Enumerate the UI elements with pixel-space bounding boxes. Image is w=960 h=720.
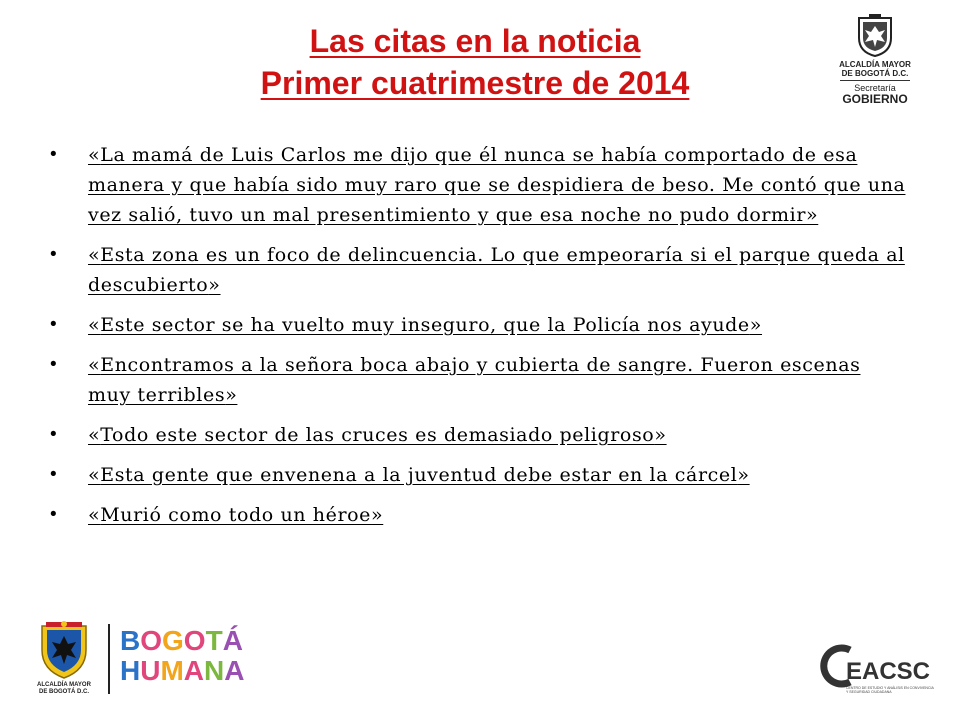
ceacsc-subtitle: CENTRO DE ESTUDIO Y ANÁLISIS EN CONVIVENCIA Y SEGURIDAD CIUDADANA xyxy=(846,686,934,694)
slide-title xyxy=(150,20,800,104)
crest-caption-line-2: DE BOGOTÁ D.C. xyxy=(38,689,89,695)
bogota-wordmark: BOGOTÁ xyxy=(120,625,243,656)
quote-text xyxy=(88,504,383,526)
quote-close-mark: » xyxy=(208,274,221,296)
quotes-list xyxy=(48,140,908,540)
quote-item xyxy=(48,140,908,230)
quote-open-mark: « xyxy=(88,144,101,166)
title-line-2: Primer cuatrimestre de 2014 xyxy=(260,65,690,101)
quote-body: Esta zona es un foco de delincuencia. Lo que empeoraría si el parque queda al descubierto xyxy=(88,244,905,296)
logo-top-line-4: GOBIERNO xyxy=(842,92,908,106)
logo-top-divider xyxy=(840,80,910,81)
alcaldia-crest-icon xyxy=(34,620,94,680)
bullet-icon: • xyxy=(50,464,58,485)
quote-close-mark: » xyxy=(749,314,763,336)
quote-open-mark: « xyxy=(88,504,101,526)
crest-caption xyxy=(26,682,102,696)
quote-close-mark: » xyxy=(737,464,750,486)
quote-text xyxy=(88,244,905,296)
humana-wordmark: HUMANA xyxy=(120,655,245,686)
quote-text xyxy=(88,424,667,446)
quote-body: Murió como todo un héroe xyxy=(100,504,372,526)
quote-item xyxy=(48,240,908,300)
bogota-humana-logo-group xyxy=(26,620,286,700)
quote-text xyxy=(88,314,762,336)
quote-body: Encontramos a la señora boca abajo y cubierta de sangre. Fueron escenas muy terribles xyxy=(88,354,861,406)
quote-open-mark: « xyxy=(88,314,101,336)
quote-item xyxy=(48,350,908,410)
quote-open-mark: « xyxy=(88,244,101,266)
quote-item xyxy=(48,460,908,490)
logo-top-line-2: DE BOGOTÁ D.C. xyxy=(841,69,909,78)
quote-text xyxy=(88,354,860,406)
ceacsc-wordmark: EACSC xyxy=(846,658,931,685)
quote-body: Este sector se ha vuelto muy inseguro, que la Policía nos ayude xyxy=(100,314,750,336)
bullet-icon: • xyxy=(50,144,58,165)
quote-body: La mamá de Luis Carlos me dijo que él nunca se había comportado de esa manera y que había sido muy raro que se despidiera de beso. Me contó que una vez salió, tuvo un mal presentimiento y que esa noche no pudo dormir xyxy=(88,144,906,226)
quote-open-mark: « xyxy=(88,464,101,486)
quote-close-mark: » xyxy=(806,204,819,226)
bullet-icon: • xyxy=(50,244,58,265)
title-line-1: Las citas en la noticia xyxy=(309,23,641,59)
quote-item xyxy=(48,500,908,530)
bogota-crest-icon xyxy=(855,14,895,58)
logo-divider xyxy=(108,624,110,694)
quote-item xyxy=(48,310,908,340)
quote-body: Todo este sector de las cruces es demasiado peligroso xyxy=(100,424,655,446)
quote-close-mark: » xyxy=(371,504,384,526)
crest-caption-line-1: ALCALDÍA MAYOR xyxy=(37,682,91,688)
logo-top-line-3: Secretaría xyxy=(854,83,896,93)
bogota-humana-wordmark xyxy=(120,626,245,686)
bullet-icon: • xyxy=(50,354,58,375)
ceacsc-logo xyxy=(816,640,936,700)
logo-top-line-1: ALCALDÍA MAYOR xyxy=(839,60,911,69)
alcaldia-gobierno-logo xyxy=(820,14,930,110)
bullet-icon: • xyxy=(50,424,58,445)
bullet-icon: • xyxy=(50,504,58,525)
quote-close-mark: » xyxy=(225,384,238,406)
quote-open-mark: « xyxy=(88,354,101,376)
quote-item xyxy=(48,420,908,450)
quote-open-mark: « xyxy=(88,424,101,446)
quote-close-mark: » xyxy=(654,424,667,446)
quote-body: Esta gente que envenena a la juventud debe estar en la cárcel xyxy=(100,464,738,486)
bullet-icon: • xyxy=(50,314,58,335)
quote-text xyxy=(88,144,905,226)
quote-text xyxy=(88,464,750,486)
